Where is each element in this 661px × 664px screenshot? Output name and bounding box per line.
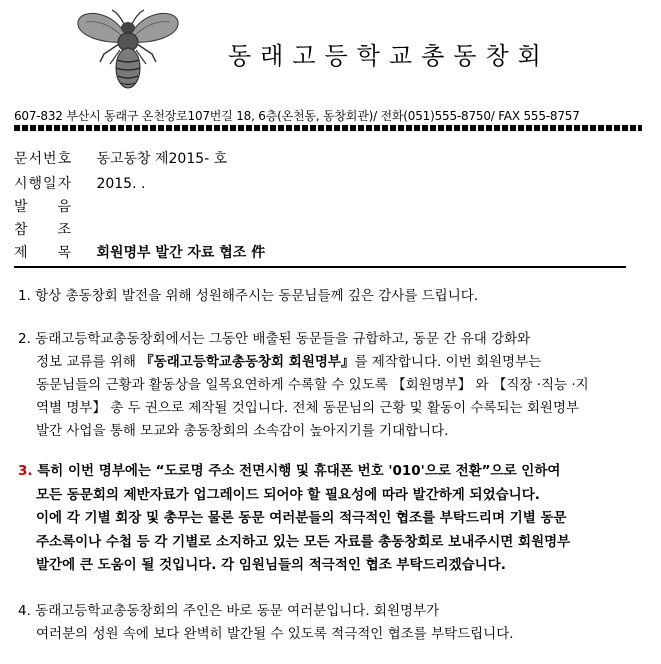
meta-subject	[14, 242, 265, 262]
meta-doc-number	[14, 148, 227, 168]
paragraph-3-text: 특히 이번 명부에는 “도로명 주소 전면시행 및 휴대폰 번호 '010'으로 전환”으로 인하여	[32, 463, 561, 479]
meta-recipient	[14, 196, 102, 216]
paragraph-2-text: 를 제작합니다. 이번 회원명부는	[354, 354, 542, 370]
paragraph-2-line: 동문님들의 근황과 활동상을 일목요연하게 수록할 수 있도록 【회원명부】 와 【직장 ·직능 ·지	[36, 377, 589, 393]
subject-rule	[14, 266, 626, 268]
paragraph-1-line: 1. 항상 총동창회 발전을 위해 성원해주시는 동문님들께 깊은 감사를 드립니다.	[18, 288, 479, 304]
date-label: 시행일자	[14, 176, 73, 192]
paragraph-4	[18, 600, 514, 646]
meta-reference	[14, 219, 102, 239]
bee-emblem-icon	[74, 6, 182, 92]
paragraph-2-line: 역별 명부】 총 두 권으로 제작될 것입니다. 전체 동문님의 근황 및 활동이 수록되는 회원명부	[36, 400, 580, 416]
paragraph-2-line	[18, 351, 589, 374]
org-address: 607-832 부산시 동래구 온천장로107번길 18, 6층(온천동, 동창회관)/ 전화(051)555-8750/ FAX 555-8757	[14, 109, 580, 123]
subject-value: 회원명부 발간 자료 협조 件	[96, 245, 266, 261]
paragraph-3-line: 주소록이나 수첩 등 각 기별로 소지하고 있는 모든 자료를 총동창회로 보내주시면 회원명부	[36, 533, 571, 550]
paragraph-1	[18, 285, 478, 308]
paragraph-2-text: 정보 교류를 위해	[36, 354, 141, 370]
paragraph-4-line: 4. 동래고등학교총동창회의 주인은 바로 동문 여러분입니다. 회원명부가	[18, 603, 440, 619]
paragraph-3-line: 발간에 큰 도움이 될 것입니다. 각 임원님들의 적극적인 협조 부탁드리겠습니다.	[36, 557, 506, 573]
directory-title: 『동래고등학교총동창회 회원명부』	[140, 354, 355, 370]
date-value: 2015. .	[96, 176, 146, 192]
paragraph-3	[18, 460, 570, 578]
paragraph-4-line: 여러분의 성원 속에 보다 완벽히 발간될 수 있도록 적극적인 협조를 부탁드립니다.	[36, 626, 514, 642]
paragraph-3-line: 모든 동문회의 제반자료가 업그레이드 되어야 할 필요성에 따라 발간하게 되었습니다.	[36, 486, 540, 503]
doc-number-label: 문서번호	[14, 151, 73, 167]
paragraph-2-line: 발간 사업을 통해 모교와 총동창회의 소속감이 높아지기를 기대합니다.	[36, 423, 449, 439]
paragraph-2	[18, 328, 589, 443]
org-title: 동래고등학교총동창회	[228, 42, 550, 70]
header-divider	[14, 125, 642, 131]
doc-number-value: 동고동창 제2015- 호	[96, 151, 228, 167]
paragraph-3-line: 이에 각 기별 회장 및 총무는 물론 동문 여러분들의 적극적인 협조를 부탁드리며 기별 동문	[36, 510, 567, 526]
reference-label: 참조	[14, 222, 102, 238]
meta-date	[14, 173, 145, 193]
recipient-label: 발음	[14, 199, 102, 215]
paragraph-3-number: 3.	[18, 463, 33, 479]
paragraph-2-line: 2. 동래고등학교총동창회에서는 그동안 배출된 동문들을 규합하고, 동문 간 유대 강화와	[18, 331, 531, 347]
subject-label: 제목	[14, 245, 102, 261]
paragraph-3-line	[18, 460, 570, 484]
